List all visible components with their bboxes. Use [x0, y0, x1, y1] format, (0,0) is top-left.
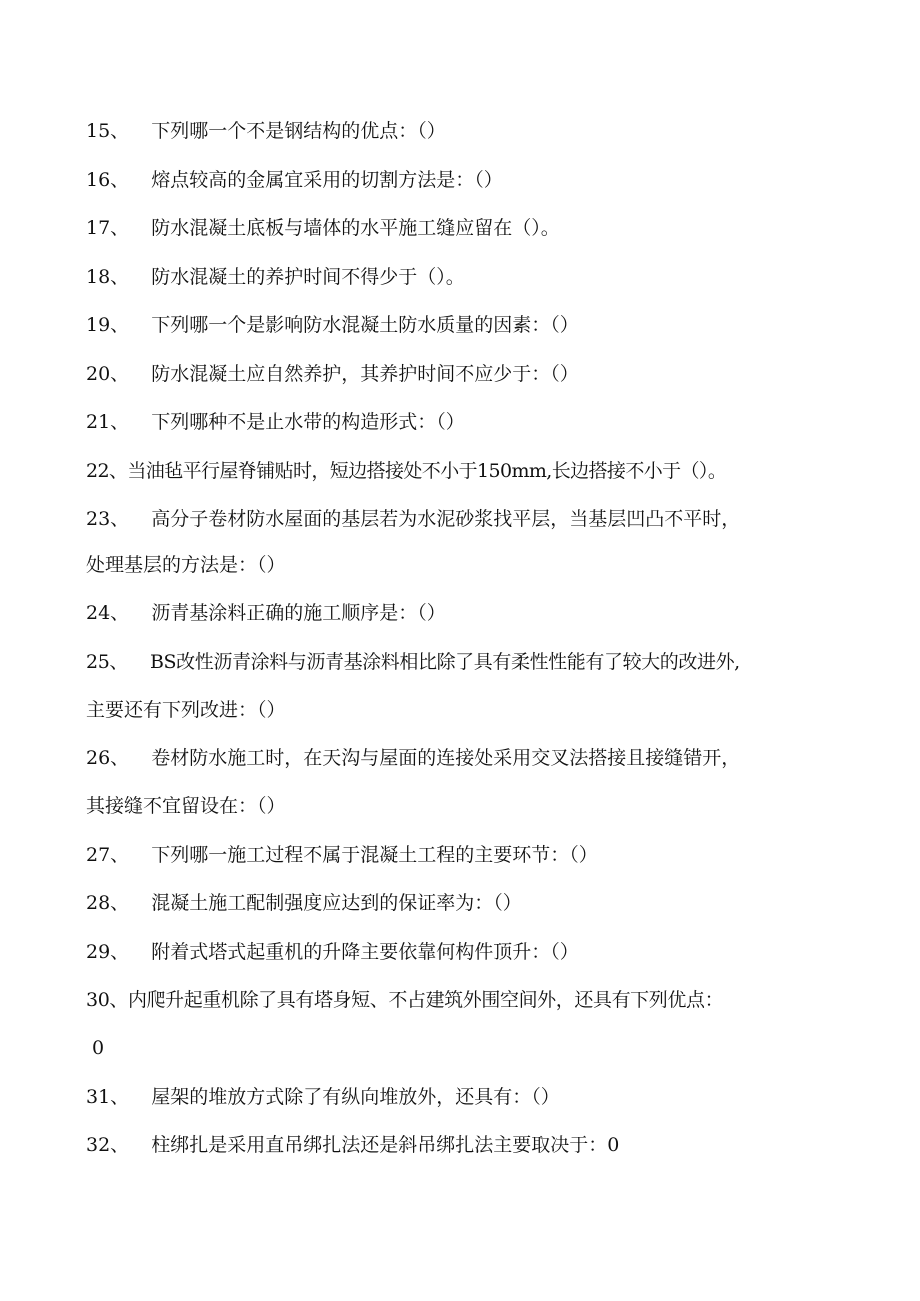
question-number: 30、: [86, 989, 128, 1011]
question-text: 混凝土施工配制强度应达到的保证率为：（）: [151, 892, 522, 914]
question-number: 18、: [86, 266, 130, 288]
question-number: 24、: [86, 602, 130, 624]
question-number: 31、: [86, 1086, 130, 1108]
question-number: 32、: [86, 1134, 130, 1156]
question-31: [86, 1085, 560, 1109]
question-20: [86, 362, 579, 386]
question-number: 28、: [86, 892, 130, 914]
question-text: 内爬升起重机除了具有塔身短、不占建筑外围空间外，还具有下列优点：: [127, 989, 724, 1011]
question-text: 沥青基涂料正确的施工顺序是：（）: [151, 602, 446, 624]
question-16: [86, 168, 503, 192]
question-text: 下列哪一施工过程不属于混凝土工程的主要环节：（）: [151, 844, 598, 866]
question-text: 附着式塔式起重机的升降主要依靠何构件顶升：（）: [151, 941, 579, 963]
question-number: 25、: [86, 651, 128, 673]
question-number: 21、: [86, 411, 130, 433]
question-number: 16、: [86, 169, 130, 191]
question-text: 屋架的堆放方式除了有纵向堆放外，还具有：（）: [151, 1086, 560, 1108]
question-21: [86, 410, 465, 434]
question-text: 卷材防水施工时，在天沟与屋面的连接处采用交叉法搭接且接缝错开，: [151, 747, 741, 769]
question-18: [86, 265, 465, 289]
question-26: [86, 746, 740, 770]
question-number: 15、: [86, 120, 130, 142]
question-number: 19、: [86, 314, 130, 336]
question-17: [86, 216, 560, 240]
question-number: 17、: [86, 217, 130, 239]
question-27: [86, 843, 598, 867]
question-number: 29、: [86, 941, 130, 963]
question-32: [86, 1133, 619, 1157]
question-text: 高分子卷材防水屋面的基层若为水泥砂浆找平层，当基层凹凸不平时，: [151, 508, 741, 530]
question-30-continuation: 0: [86, 1037, 105, 1059]
question-number: 23、: [86, 508, 130, 530]
question-number: 27、: [86, 844, 130, 866]
question-30: [86, 988, 723, 1012]
question-text: 下列哪一个是影响防水混凝土防水质量的因素：（）: [151, 314, 579, 336]
question-23-continuation: 处理基层的方法是：（）: [86, 554, 286, 576]
question-23: [86, 507, 740, 531]
question-22: [86, 459, 726, 483]
question-text: 熔点较高的金属宜采用的切割方法是：（）: [151, 169, 503, 191]
question-text: 柱绑扎是采用直吊绑扎法还是斜吊绑扎法主要取决于：0: [151, 1134, 620, 1156]
question-text: 下列哪一个不是钢结构的优点：（）: [151, 120, 446, 142]
question-15: [86, 119, 446, 143]
question-19: [86, 313, 579, 337]
question-text: 下列哪种不是止水带的构造形式：（）: [151, 411, 465, 433]
question-text: 防水混凝土的养护时间不得少于（）。: [151, 266, 465, 288]
question-text: 防水混凝土底板与墙体的水平施工缝应留在（）。: [151, 217, 560, 239]
question-text: 防水混凝土应自然养护，其养护时间不应少于：（）: [151, 363, 579, 385]
question-26-continuation: 其接缝不宜留设在：（）: [86, 795, 286, 817]
question-24: [86, 601, 446, 625]
question-number: 20、: [86, 363, 130, 385]
question-number: 26、: [86, 747, 130, 769]
question-29: [86, 940, 579, 964]
question-28: [86, 891, 522, 915]
question-text: BS改性沥青涂料与沥青基涂料相比除了具有柔性性能有了较大的改进外,: [149, 651, 740, 673]
question-25-continuation: 主要还有下列改进：（）: [86, 699, 286, 721]
question-text: 当油毡平行屋脊铺贴时，短边搭接处不小于150mm,长边搭接不小于（）。: [127, 460, 727, 482]
question-number: 22、: [86, 460, 128, 482]
question-25: [86, 650, 740, 674]
